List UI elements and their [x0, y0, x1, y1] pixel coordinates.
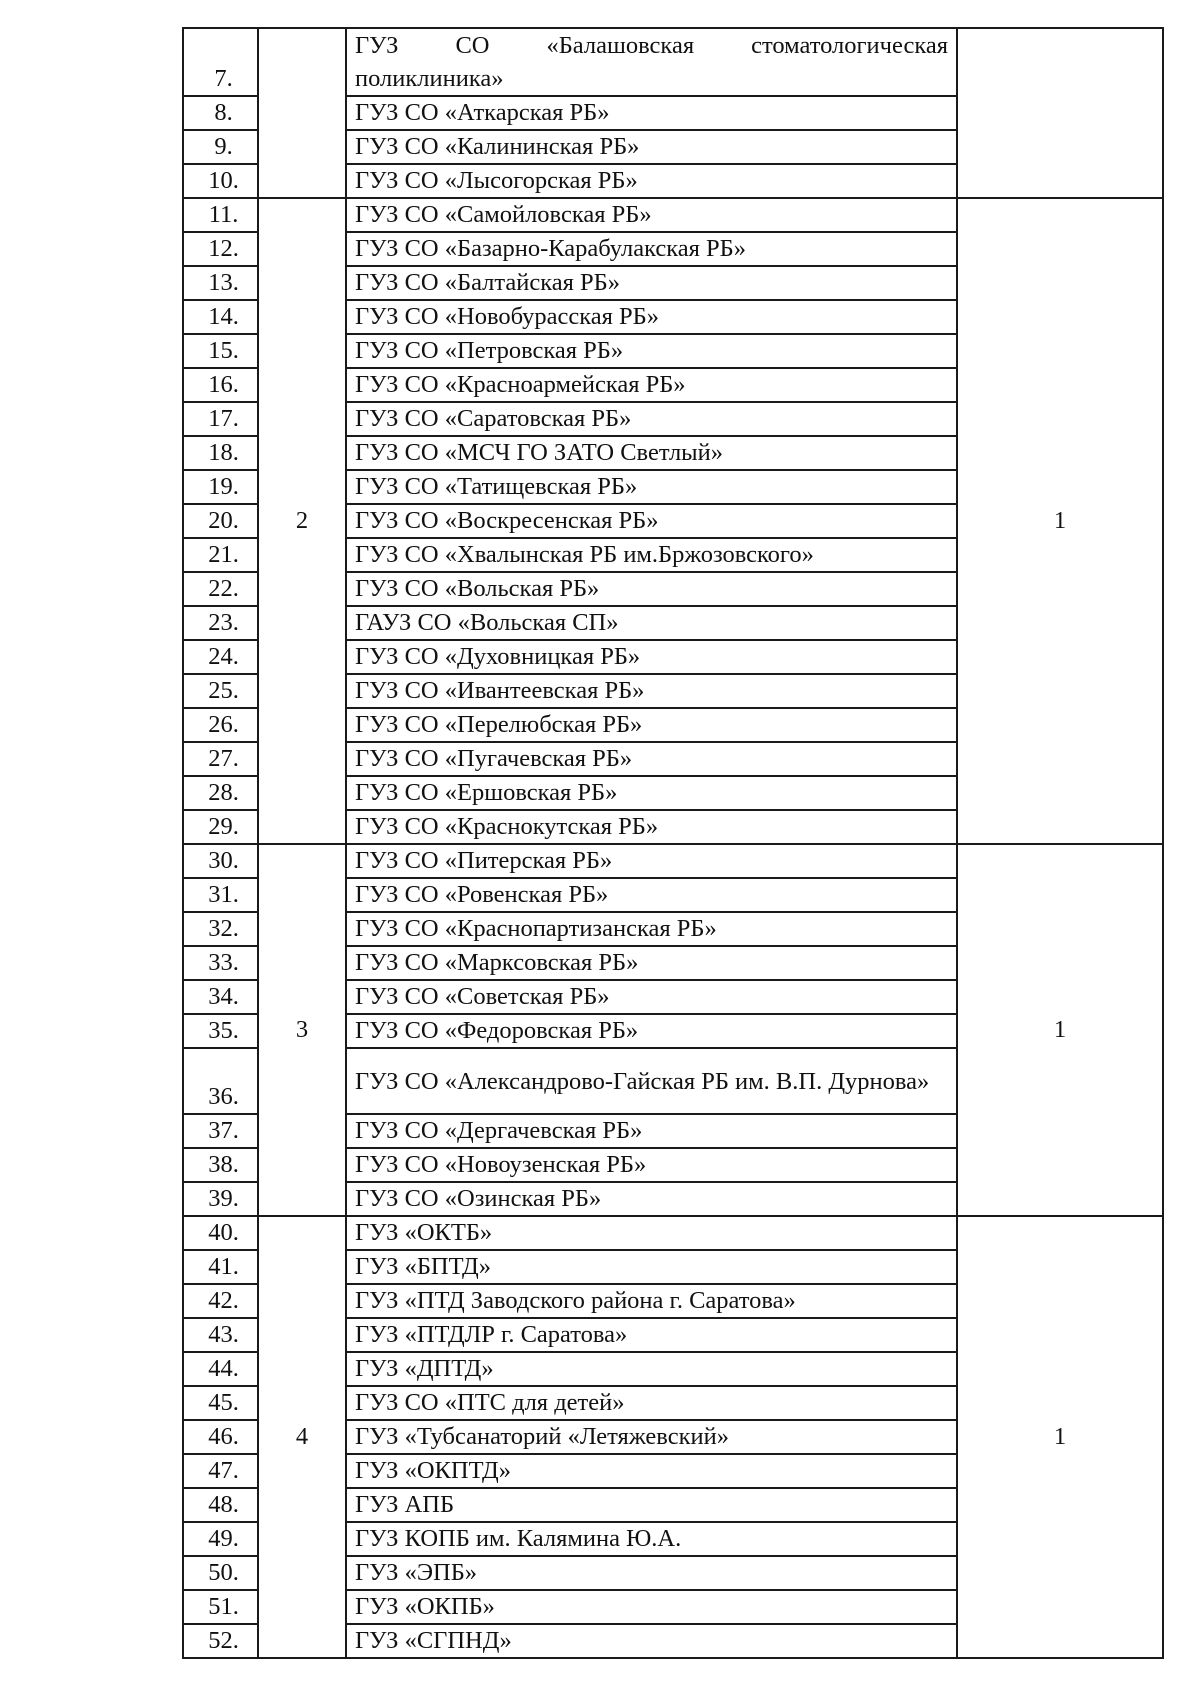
institution-name: ГУЗ СО «Новобурасская РБ» [346, 300, 957, 334]
institution-name: ГАУЗ СО «Вольская СП» [346, 606, 957, 640]
institution-name: ГУЗ «БПТД» [346, 1250, 957, 1284]
row-number: 16. [183, 368, 258, 402]
institutions-table [182, 27, 1164, 1659]
institution-name: ГУЗ СО «Вольская РБ» [346, 572, 957, 606]
institution-name: ГУЗ СО «Озинская РБ» [346, 1182, 957, 1216]
institution-name: ГУЗ «Тубсанаторий «Летяжевский» [346, 1420, 957, 1454]
row-number: 8. [183, 96, 258, 130]
institution-name: ГУЗ СО «Аткарская РБ» [346, 96, 957, 130]
institution-name: ГУЗ СО «Александрово-Гайская РБ им. В.П. Дурнова» [346, 1048, 957, 1114]
institutions-table-body [183, 28, 1163, 1658]
group-number-cell: 2 [258, 198, 346, 844]
row-number: 37. [183, 1114, 258, 1148]
row-number: 7. [183, 28, 258, 96]
institution-name: ГУЗ СО «Петровская РБ» [346, 334, 957, 368]
institution-name: ГУЗ СО «Красноармейская РБ» [346, 368, 957, 402]
row-number: 46. [183, 1420, 258, 1454]
institution-name: ГУЗ СО «Краснопартизанская РБ» [346, 912, 957, 946]
row-number: 35. [183, 1014, 258, 1048]
group-number-cell: 4 [258, 1216, 346, 1658]
institution-name: ГУЗ «ОКПБ» [346, 1590, 957, 1624]
institution-name: ГУЗ «ПТДЛР г. Саратова» [346, 1318, 957, 1352]
row-number: 40. [183, 1216, 258, 1250]
row-number: 41. [183, 1250, 258, 1284]
row-number: 25. [183, 674, 258, 708]
institution-name: ГУЗ СО «Питерская РБ» [346, 844, 957, 878]
institution-name: ГУЗ КОПБ им. Калямина Ю.А. [346, 1522, 957, 1556]
row-number: 33. [183, 946, 258, 980]
institution-name: ГУЗ СО «Лысогорская РБ» [346, 164, 957, 198]
row-number: 31. [183, 878, 258, 912]
row-number: 38. [183, 1148, 258, 1182]
institution-name: ГУЗ СО «Татищевская РБ» [346, 470, 957, 504]
row-number: 17. [183, 402, 258, 436]
institution-name: ГУЗ СО «Дергачевская РБ» [346, 1114, 957, 1148]
row-number: 14. [183, 300, 258, 334]
institution-name: ГУЗ СО «Ивантеевская РБ» [346, 674, 957, 708]
institution-name: ГУЗ «ОКПТД» [346, 1454, 957, 1488]
row-number: 15. [183, 334, 258, 368]
institution-name: ГУЗ СО «МСЧ ГО ЗАТО Светлый» [346, 436, 957, 470]
table-row [183, 1216, 1163, 1250]
row-number: 12. [183, 232, 258, 266]
group-number-cell: 3 [258, 844, 346, 1216]
institution-name: ГУЗ СО «Самойловская РБ» [346, 198, 957, 232]
table-row [183, 198, 1163, 232]
institution-name: ГУЗ СО «Советская РБ» [346, 980, 957, 1014]
row-number: 27. [183, 742, 258, 776]
institution-name: ГУЗ СО «ПТС для детей» [346, 1386, 957, 1420]
institution-name: ГУЗ «ЭПБ» [346, 1556, 957, 1590]
row-number: 20. [183, 504, 258, 538]
institution-name: ГУЗ СО «Ершовская РБ» [346, 776, 957, 810]
table-row [183, 844, 1163, 878]
row-number: 48. [183, 1488, 258, 1522]
row-number: 26. [183, 708, 258, 742]
institution-name: ГУЗ СО «Пугачевская РБ» [346, 742, 957, 776]
institution-name: ГУЗ СО «Перелюбская РБ» [346, 708, 957, 742]
row-number: 9. [183, 130, 258, 164]
institution-name: ГУЗ СО «Калининская РБ» [346, 130, 957, 164]
row-number: 42. [183, 1284, 258, 1318]
table-row [183, 28, 1163, 96]
row-number: 39. [183, 1182, 258, 1216]
row-number: 28. [183, 776, 258, 810]
institution-name: ГУЗ СО «Марксовская РБ» [346, 946, 957, 980]
row-number: 36. [183, 1048, 258, 1114]
institution-name: ГУЗ СО «Саратовская РБ» [346, 402, 957, 436]
group-count-cell: 1 [957, 1216, 1163, 1658]
group-count-cell [957, 28, 1163, 198]
row-number: 22. [183, 572, 258, 606]
row-number: 34. [183, 980, 258, 1014]
institution-name: ГУЗ СО «Краснокутская РБ» [346, 810, 957, 844]
institution-name: ГУЗ «ОКТБ» [346, 1216, 957, 1250]
institution-name: ГУЗ «ДПТД» [346, 1352, 957, 1386]
group-number-cell [258, 28, 346, 198]
row-number: 32. [183, 912, 258, 946]
institution-name: ГУЗ СО «Духовницкая РБ» [346, 640, 957, 674]
institution-name: ГУЗ СО «Воскресенская РБ» [346, 504, 957, 538]
row-number: 10. [183, 164, 258, 198]
institution-name: ГУЗ «СГПНД» [346, 1624, 957, 1658]
group-count-cell: 1 [957, 844, 1163, 1216]
row-number: 30. [183, 844, 258, 878]
row-number: 13. [183, 266, 258, 300]
row-number: 21. [183, 538, 258, 572]
row-number: 43. [183, 1318, 258, 1352]
row-number: 11. [183, 198, 258, 232]
institution-name: ГУЗ СО «Хвалынская РБ им.Бржозовского» [346, 538, 957, 572]
row-number: 29. [183, 810, 258, 844]
row-number: 18. [183, 436, 258, 470]
institution-name: ГУЗ СО «Ровенская РБ» [346, 878, 957, 912]
institution-name: ГУЗ СО «Базарно-Карабулакская РБ» [346, 232, 957, 266]
row-number: 19. [183, 470, 258, 504]
institution-name: ГУЗ СО «Новоузенская РБ» [346, 1148, 957, 1182]
institution-name: ГУЗ АПБ [346, 1488, 957, 1522]
institution-name: ГУЗ СО «Балтайская РБ» [346, 266, 957, 300]
row-number: 51. [183, 1590, 258, 1624]
row-number: 45. [183, 1386, 258, 1420]
institution-name: ГУЗ «ПТД Заводского района г. Саратова» [346, 1284, 957, 1318]
institution-name: ГУЗ СО «Балашовская стоматологическая поликлиника» [346, 28, 957, 96]
row-number: 47. [183, 1454, 258, 1488]
row-number: 49. [183, 1522, 258, 1556]
institution-name: ГУЗ СО «Федоровская РБ» [346, 1014, 957, 1048]
row-number: 52. [183, 1624, 258, 1658]
group-count-cell: 1 [957, 198, 1163, 844]
row-number: 50. [183, 1556, 258, 1590]
row-number: 23. [183, 606, 258, 640]
row-number: 24. [183, 640, 258, 674]
row-number: 44. [183, 1352, 258, 1386]
